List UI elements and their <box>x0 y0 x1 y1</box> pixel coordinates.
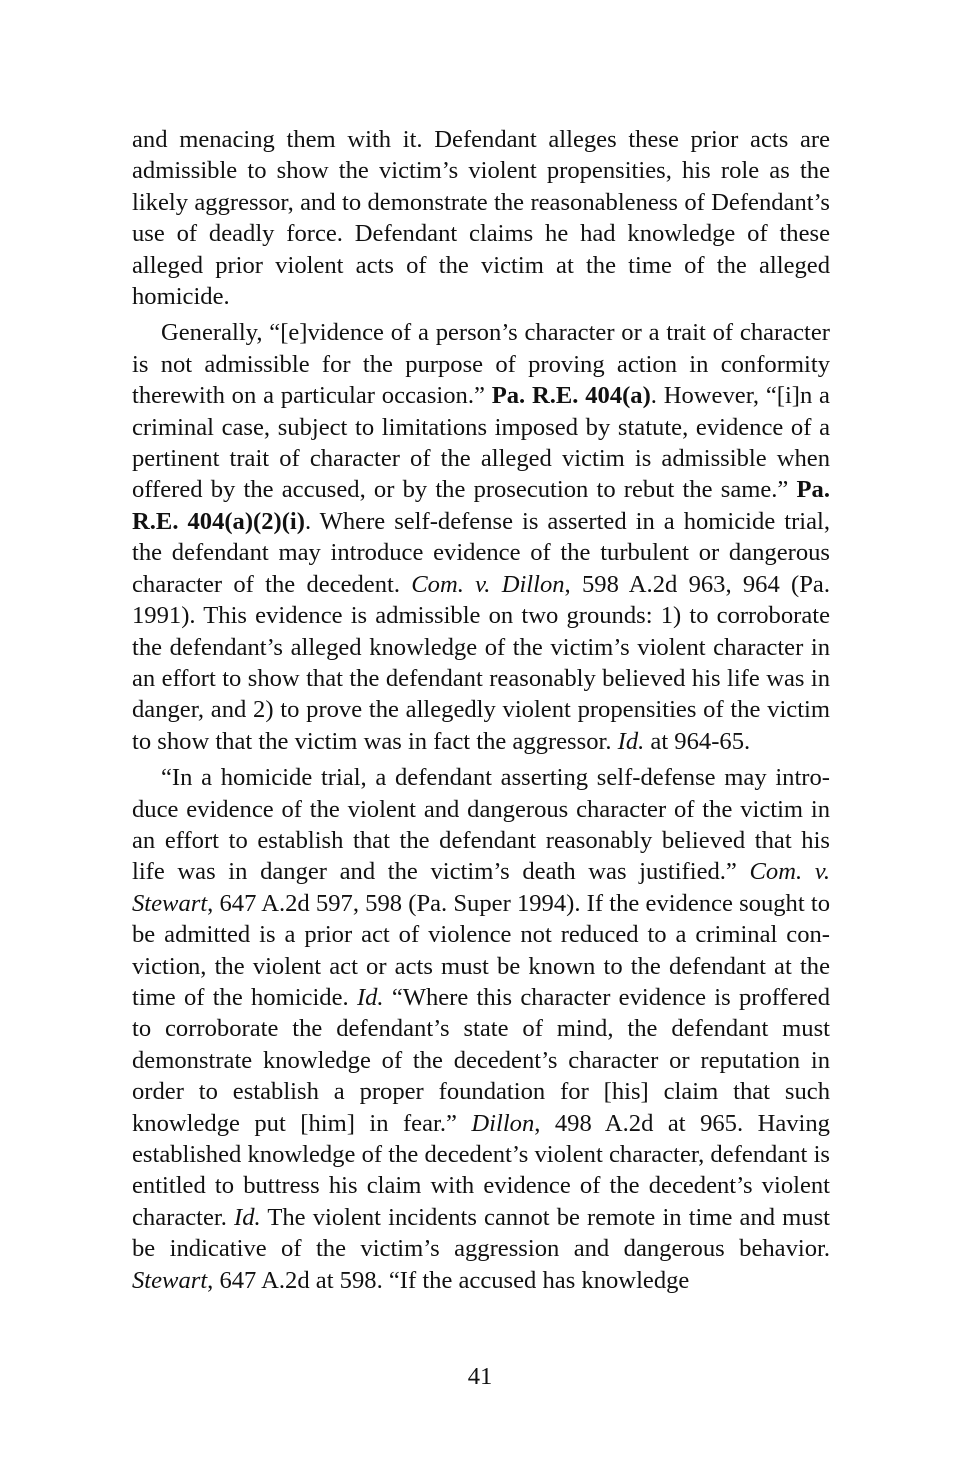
paragraph-1 <box>132 124 830 312</box>
text-segment: “In a homicide trial, a defendant asserting self-defense may introduce evidence of the violent and dangerous character of the victim in an effort to establish that the defendant reasonably believed that his life was in danger and the victim’s death was justified.” <box>132 764 830 886</box>
citation-id: Id. <box>234 1203 261 1231</box>
paragraph-1-text: and menacing them with it. Defendant alleges these prior acts are admissible to show the victim’s violent propensities, his role as the likely aggressor, and to demonstrate the reasonableness of Defendant’s use of deadly force. Defendant claims he had knowledge of these alleged prior violent acts of the victim at the time of the alleged homicide. <box>132 126 830 311</box>
paragraph-3 <box>132 762 830 1296</box>
page-number: 41 <box>467 1363 493 1390</box>
case-name-dillon: Dillon <box>471 1109 535 1137</box>
paragraph-2 <box>132 317 830 757</box>
text-segment: , 647 A.2d 597, 598 (Pa. Super 1994). If the evidence sought to be admitted is a prior act of violence not reduced to a criminal conviction, the violent act or acts must be known to the defendant at the time of the homicide. <box>132 889 830 1011</box>
citation-pa-re-404a2i: Pa. R.E. 404(a)(2)(i) <box>132 476 830 535</box>
text-segment: “Where this character evidence is proffered to corroborate the defendant’s state of mind, the defendant must demonstrate knowledge of the decedent’s character or reputation in order to establish a proper foundation for [his] claim that such knowledge put [him] in fear.” <box>132 983 830 1137</box>
text-segment: , 498 A.2d at 965. Having established knowledge of the decedent’s violent character, defendant is entitled to buttress his claim with evidence of the decedent’s violent character. <box>132 1109 830 1231</box>
citation-id: Id. <box>617 727 645 755</box>
text-segment: . However, “[i]n a criminal case, subject to limitations imposed by statute, evidence of a pertinent trait of character of the alleged victim is admissible when offered by the accused, or by the prosecution to rebut the same.” <box>132 382 830 504</box>
text-segment: The violent incidents cannot be remote in time and must be indicative of the victim’s aggression and dangerous behavior. <box>132 1203 831 1263</box>
text-segment: , 647 A.2d at 598. “If the accused has knowledge <box>207 1266 690 1294</box>
text-segment: , 598 A.2d 963, 964 (Pa. 1991). This evidence is admissible on two grounds: 1) to corroborate the defendant’s alleged knowledge of the victim’s violent character in an effort to show that the defendant reasonably believed his life was in danger, and 2) to prove the allegedly violent propensities of the victim to show that the victim was in fact the aggressor. <box>132 570 830 755</box>
page-body <box>132 124 830 1301</box>
text-segment: Generally, “[e]vidence of a person’s character or a trait of character is not admissible for the purpose of proving action in conformity therewith on a particular occasion.” <box>132 319 830 410</box>
case-name-stewart: Com. v. Stewart <box>132 858 830 917</box>
citation-id: Id. <box>356 983 384 1011</box>
case-name-stewart: Stewart <box>132 1266 208 1294</box>
text-segment: . Where self-defense is asserted in a homicide trial, the defendant may introduce evidence of the turbulent or dangerous character of the decedent. <box>132 507 830 598</box>
text-segment: at 964-65. <box>644 727 751 755</box>
case-name-dillon: Com. v. Dillon <box>411 570 565 598</box>
citation-pa-re-404a: Pa. R.E. 404(a) <box>491 382 651 410</box>
